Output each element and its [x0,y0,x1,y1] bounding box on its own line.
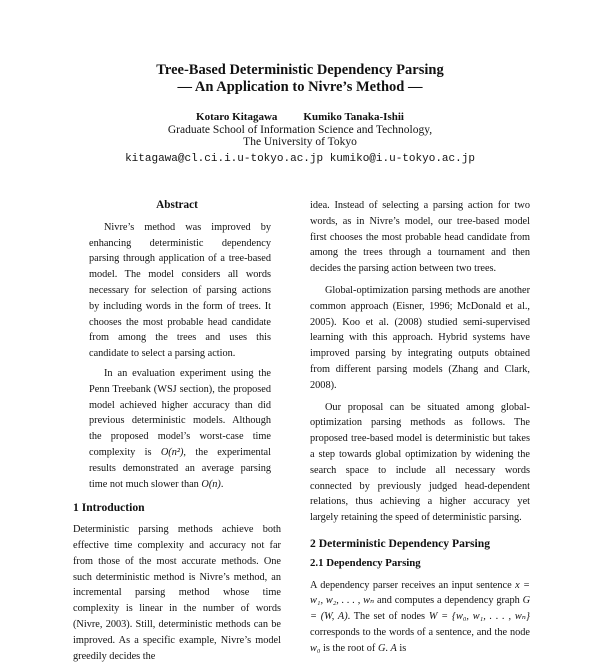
title-line-1: Tree-Based Deterministic Dependency Parsing [156,62,444,78]
right-paragraph-3: Our proposal can be situated among global-optimization parsing methods as follows. The proposed tree-based model is deterministic but takes a step towards global optimization by widening the search space to include all necessary words connected by previously judged head-dependent relations, thus achieving a higher accuracy yet largely retaining the speed of deterministic parsing. [310,401,530,524]
paper-title [0,62,600,96]
math-G: G [377,642,386,654]
right-paragraph-1: idea. Instead of selecting a parsing action for two words, as in Nivre’s model, our tree-based model first chooses the most probable head candidate from among the trees through a tournament and then decides the parsing action between two trees. [310,200,530,275]
affiliation-line-1: Graduate School of Information Science and Technology, [167,124,433,136]
author-2: Kumiko Tanaka-Ishii [303,111,404,123]
section-2-1-heading: 2.1 Dependency Parsing [310,556,421,569]
section-1-heading: 1 Introduction [73,501,145,515]
math-sentence: x = w₁, w₂, . . . , wₙ [310,579,530,607]
title-line-2: — An Application to Nivre’s Method — [177,79,423,95]
right-column [310,198,530,657]
author-list [0,111,600,123]
abstract-heading: Abstract [156,199,198,211]
math-graph: G = (W, A) [310,595,531,623]
math-complexity-linear: O(n) [201,478,221,490]
affiliation [0,124,600,148]
left-column [73,198,281,664]
abstract-paragraph-2: In an evaluation experiment using the Penn Treebank (WSJ section), the proposed model achieved higher accuracy than did previous deterministic models. Although the proposed model’s worst-case time complexity is O(n²), the experimental results demonstrated an average parsing time not much slower than O(n). [89,367,271,490]
math-complexity-quadratic: O(n²) [160,446,184,458]
math-A: A [390,642,397,654]
right-paragraph-2: Global-optimization parsing methods are another common approach (Eisner, 1996; McDonald et al., 2005). Koo et al. (2008) studied semi-supervised learning with this approach. Hybrid systems have improved parsing by integrating outputs obtained from different parsing models (Zhang and Clark, 2008). [310,284,530,391]
author-1: Kotaro Kitagawa [196,111,278,123]
intro-paragraph-1: Deterministic parsing methods achieve both effective time complexity and accuracy not far from those of the most accurate methods. One such deterministic method is Nivre’s method, an incremental parsing method whose time complexity is linear in the number of words (Nivre, 2003). Still, deterministic methods can be improved. As a specific example, Nivre’s model greedily decides the [73,524,281,662]
section-2-heading: 2 Deterministic Dependency Parsing [310,536,490,550]
affiliation-line-2: The University of Tokyo [243,136,357,148]
abstract-paragraph-1: Nivre’s method was improved by enhancing deterministic dependency parsing through application of a tree-based model. The model considers all words necessary for selection of parsing actions by including words in the form of trees. It chooses the most probable head candidate from among the trees and uses this candidate to select a parsing action. [89,221,271,360]
math-node-set: W = {w₀, w₁, . . . , wₙ} [428,611,530,623]
math-root-node: w₀ [310,642,321,654]
right-paragraph-4: A dependency parser receives an input sentence x = w₁, w₂, . . . , wₙ and computes a dependency graph G = (W, A). The set of nodes W = {w₀, w₁, . . . , wₙ} corresponds to the words of a sentence, and the node w₀ is the root of G. A is [310,579,531,654]
author-emails: kitagawa@cl.ci.i.u-tokyo.ac.jp kumiko@i.u-tokyo.ac.jp [125,153,475,165]
